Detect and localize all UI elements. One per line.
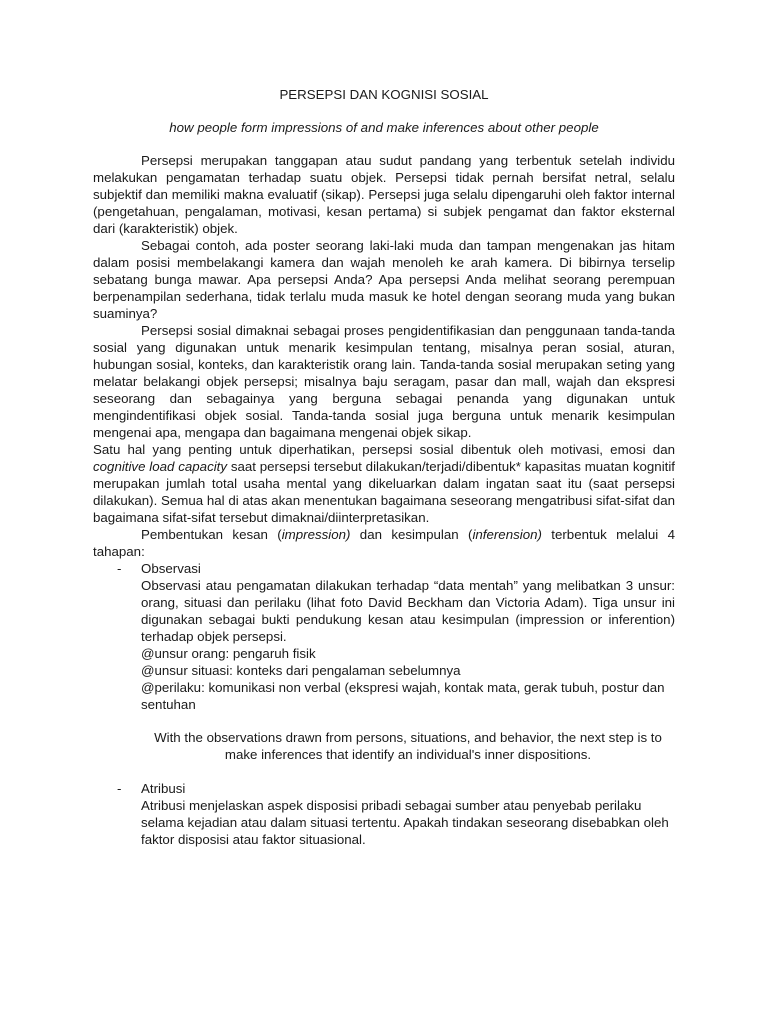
paragraph-1: Persepsi merupakan tanggapan atau sudut pandang yang terbentuk setelah individu melakukan pengamatan terhadap suatu objek. Persepsi tidak pernah bersifat netral, selalu subjektif dan memiliki makna evaluatif (sikap). Persepsi juga selalu dipengaruhi oleh faktor internal (pengetahuan, pengalaman, motivasi, kesan pertama) si subjek pengamat dan faktor eksternal dari (karakteristik) objek. [93, 153, 675, 236]
list-item-line: @unsur situasi: konteks dari pengalaman sebelumnya [141, 663, 461, 678]
paragraph-5-emphasis-2: inferension) [472, 527, 542, 542]
paragraph-5-text-a: Pembentukan kesan ( [141, 527, 282, 542]
list-item-title: Atribusi [141, 781, 186, 796]
paragraph-4-text-a: Satu hal yang penting untuk diperhatikan, persepsi sosial dibentuk oleh motivasi, emosi dan [93, 442, 675, 457]
list-item-observasi [93, 560, 675, 713]
english-quote: With the observations drawn from persons, situations, and behavior, the next step is to make inferences that identify an individual's inner dispositions. [154, 730, 662, 762]
list-item-title: Observasi [141, 561, 201, 576]
paragraph-5-text-b: dan kesimpulan ( [350, 527, 473, 542]
paragraph-4 [93, 441, 675, 526]
paragraph-4-text-b: saat persepsi tersebut dilakukan/terjadi/dibentuk* kapasitas muatan kognitif merupakan jumlah total usaha mental yang dikeluarkan dalam ingatan saat itu (saat persepsi dilakukan). Semua hal di atas akan menentukan bagaimana seseorang mengatribusi sifat-sifat dan bagaimana sifat-sifat tersebut dimaknai/diinterpretasikan. [93, 459, 675, 525]
paragraph-5-emphasis-1: impression) [281, 527, 351, 542]
document-subtitle: how people form impressions of and make inferences about other people [169, 120, 599, 135]
list-item-line: @unsur orang: pengaruh fisik [141, 646, 316, 661]
document-title: PERSEPSI DAN KOGNISI SOSIAL [279, 87, 489, 102]
list-dash: - [117, 781, 122, 796]
list-dash: - [117, 561, 122, 576]
list-item-text: Observasi atau pengamatan dilakukan terhadap “data mentah” yang melibatkan 3 unsur: orang, situasi dan perilaku (lihat foto David Beckham dan Victoria Adam). Tiga unsur ini digunakan sebagai bukti pendukung kesan atau kesimpulan (impression or inferention) terhadap objek persepsi. [141, 578, 675, 644]
list-item-line: @perilaku: komunikasi non verbal (ekspresi wajah, kontak mata, gerak tubuh, postur dan sentuhan [141, 680, 665, 712]
document-body [93, 86, 675, 848]
paragraph-2: Sebagai contoh, ada poster seorang laki-laki muda dan tampan mengenakan jas hitam dalam posisi membelakangi kamera dan wajah menoleh ke arah kamera. Di bibirnya terselip sebatang bunga mawar. Apa persepsi Anda? Apa persepsi Anda melihat seorang perempuan berpenampilan sederhana, tidak terlalu muda masuk ke hotel dengan seorang muda yang bukan suaminya? [93, 238, 675, 321]
paragraph-3: Persepsi sosial dimaknai sebagai proses pengidentifikasian dan penggunaan tanda-tanda sosial yang digunakan untuk menarik kesimpulan tentang, misalnya peran sosial, aturan, hubungan sosial, konteks, dan karakteristik orang lain. Tanda-tanda sosial merupakan seting yang melatar belakangi objek persepsi; misalnya baju seragam, pasar dan mall, wajah dan ekspresi seseorang dan sebagainya yang berguna sebagai penanda yang digunakan untuk mengindentifikasi objek sosial. Tanda-tanda sosial juga berguna untuk menarik kesimpulan mengenai apa, mengapa dan bagaimana mengenai objek sikap. [93, 323, 675, 440]
list-item-atribusi [93, 780, 675, 848]
paragraph-4-emphasis: cognitive load capacity [93, 459, 228, 474]
paragraph-5 [93, 526, 675, 560]
paragraph-5-text-c: terbentuk melalui 4 tahapan: [93, 527, 675, 559]
list-item-text: Atribusi menjelaskan aspek disposisi pribadi sebagai sumber atau penyebab perilaku selama kejadian atau dalam situasi tertentu. Apakah tindakan seseorang disebabkan oleh faktor disposisi atau faktor situasional. [141, 798, 669, 847]
